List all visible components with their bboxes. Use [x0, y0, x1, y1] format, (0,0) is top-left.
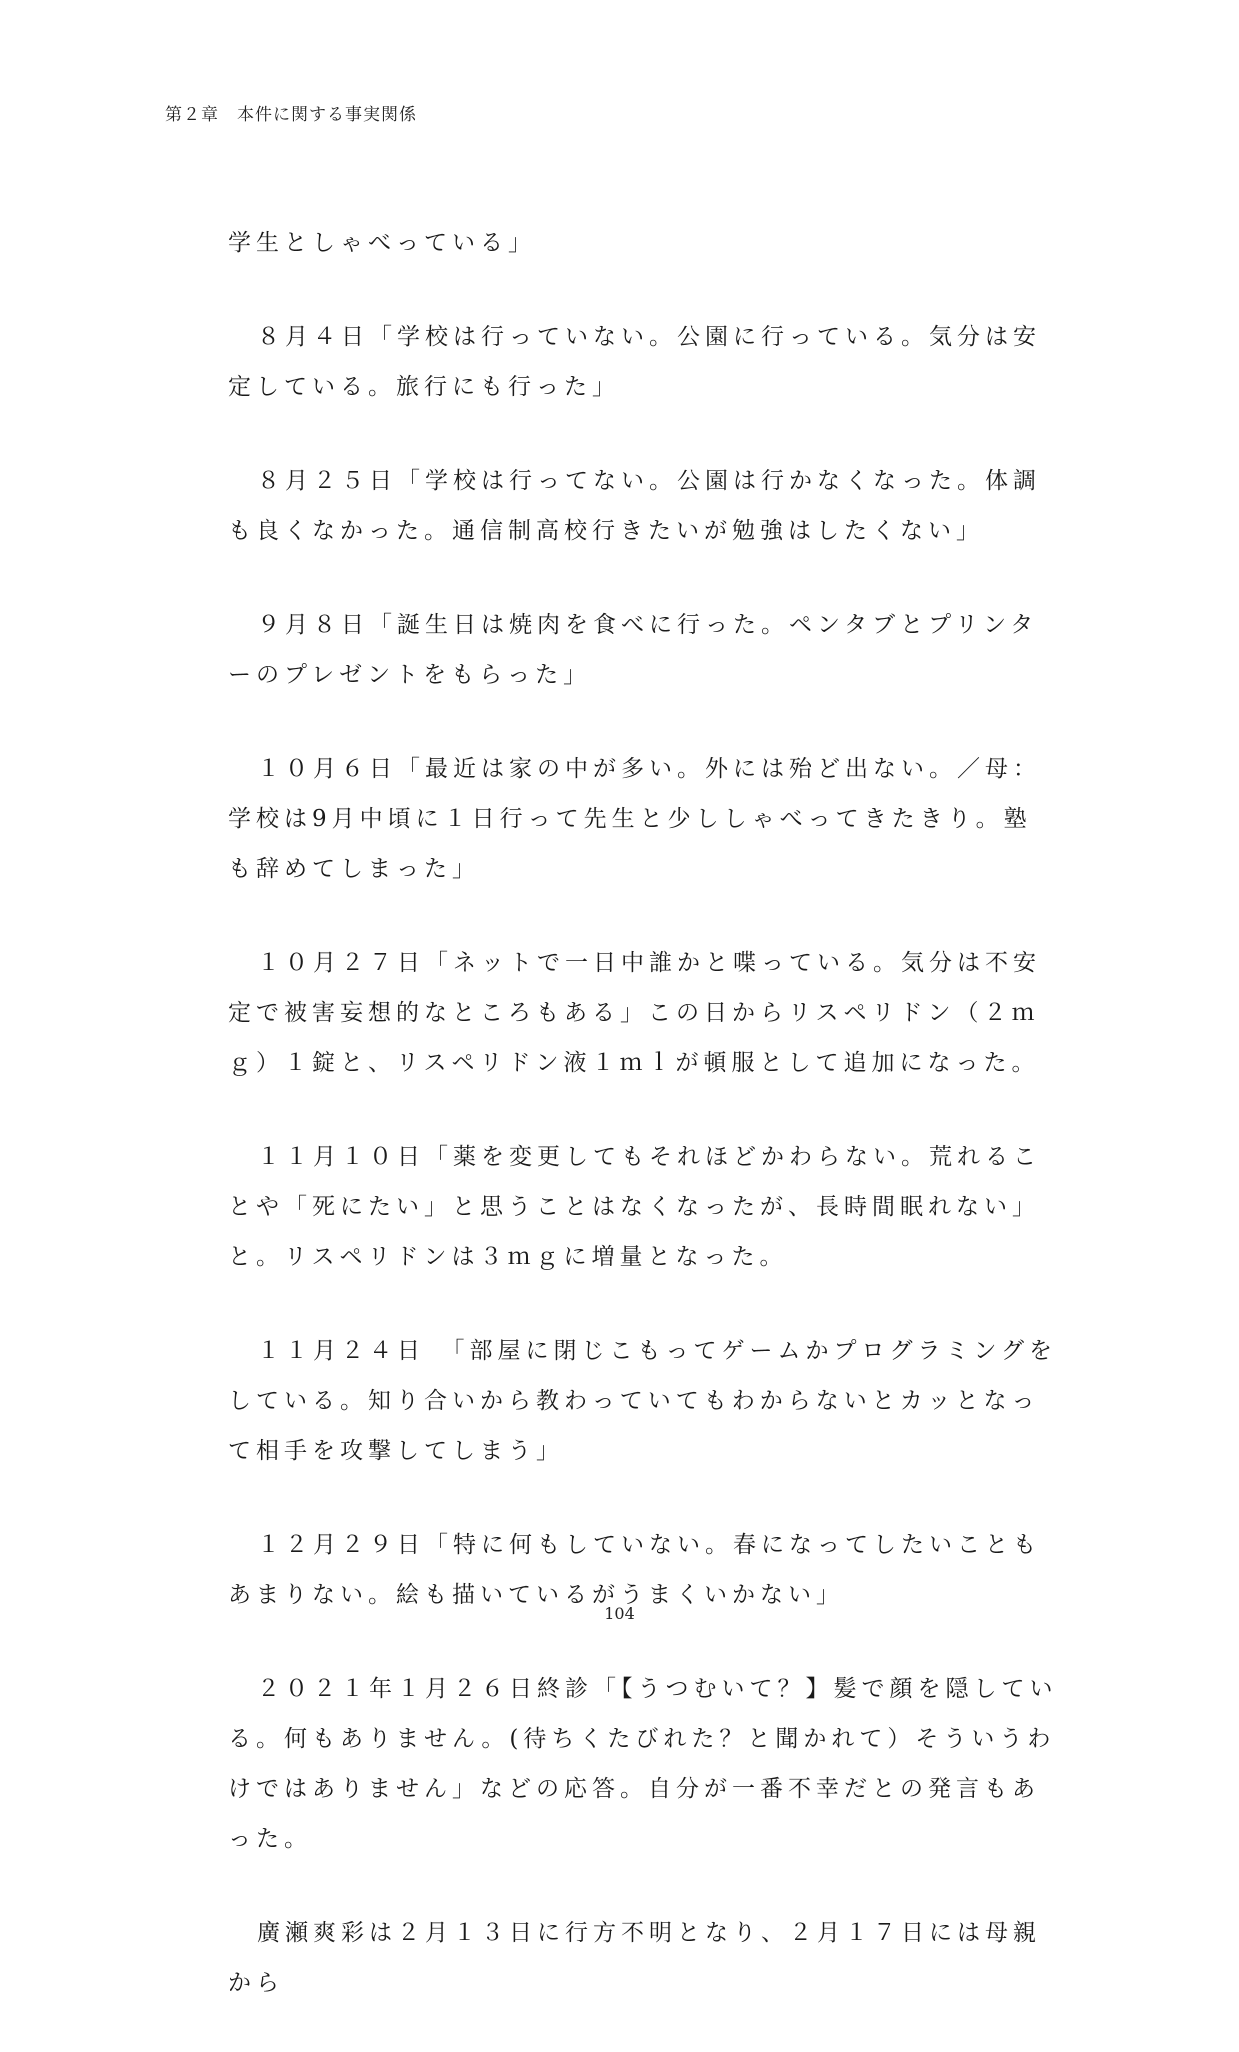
paragraph-oct-27: １０月２７日「ネットで一日中誰かと喋っている。気分は不安定で被害妄想的なところもある」この日からリスペリドン（２ｍｇ）１錠と、リスペリドン液１ｍｌが頓服として追加になった。 [228, 950, 1041, 1076]
paragraph-oct-6: １０月６日「最近は家の中が多い。外には殆ど出ない。／母：学校は9月中頃に１日行って先生と少ししゃべってきたきり。塾も辞めてしまった」 [228, 756, 1041, 882]
paragraph-nov-10: １１月１０日「薬を変更してもそれほどかわらない。荒れることや「死にたい」と思うことはなくなったが、長時間眠れない」と。リスペリドンは３ｍｇに増量となった。 [228, 1144, 1041, 1270]
paragraph-dec-29: １２月２９日「特に何もしていない。春になってしたいこともあまりない。絵も描いているがうまくいかない」 [228, 1532, 1041, 1608]
paragraph-nov-24: １１月２４日 「部屋に閉じこもってゲームかプログラミングをしている。知り合いから教わっていてもわからないとカッとなって相手を攻撃してしまう」 [228, 1338, 1058, 1464]
document-body [228, 218, 1058, 2052]
chapter-header: 第２章 本件に関する事実関係 [165, 105, 417, 125]
page-number: 104 [604, 1604, 635, 1623]
paragraph-continuation: 学生としゃべっている」 [228, 230, 536, 256]
paragraph-aug-25: ８月２５日「学校は行ってない。公園は行かなくなった。体調も良くなかった。通信制高校行きたいが勉強はしたくない」 [228, 468, 1041, 544]
paragraph-final-visit: ２０２１年１月２６日終診「【うつむいて？】髪で顔を隠している。何もありません。(待ちくたびれた？と聞かれて）そういうわけではありません」などの応答。自分が一番不幸だとの発言もあった。 [228, 1676, 1058, 1852]
paragraph-aug-4: ８月４日「学校は行っていない。公園に行っている。気分は安定している。旅行にも行った」 [228, 324, 1041, 400]
paragraph-sep-8: ９月８日「誕生日は焼肉を食べに行った。ペンタブとプリンターのプレゼントをもらった」 [228, 612, 1039, 688]
paragraph-missing: 廣瀬爽彩は２月１３日に行方不明となり、２月１７日には母親から [228, 1920, 1041, 1996]
